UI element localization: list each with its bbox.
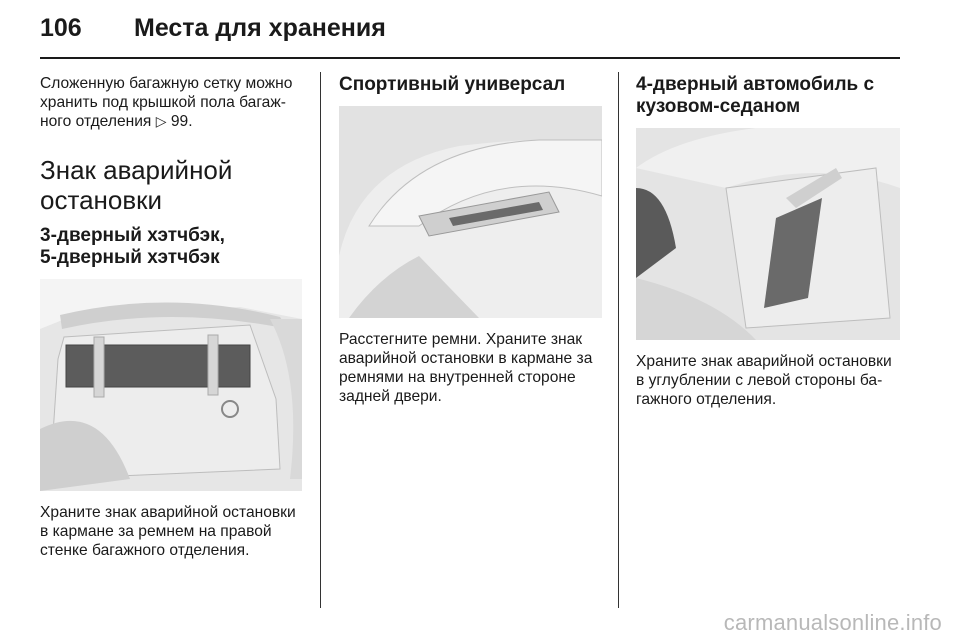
arrow-triangle-icon: ▷ — [155, 113, 167, 129]
subsection-line-2: 5-дверный хэтчбэк — [40, 247, 220, 268]
subsection-line-1: 4-дверный автомобиль с — [636, 74, 875, 95]
figure-sedan-trunk — [636, 128, 900, 340]
column-1 — [40, 74, 302, 560]
subsection-hatchback — [40, 225, 302, 269]
header-rule — [40, 57, 900, 59]
page-title: Места для хранения — [134, 14, 386, 42]
caption-hatchback: Храните знак аварийной остановки в кармане за ремнем на правой стенке багажного отделения. — [40, 504, 296, 559]
caption-sports-tourer: Расстегните ремни. Храните знак аварийной остановки в кармане за ремнями на внутренней стороне задней двери. — [339, 331, 593, 405]
column-2 — [339, 74, 602, 406]
page-number: 106 — [40, 14, 82, 42]
watermark: carmanualsonline.info — [723, 610, 942, 635]
subsection-sports-tourer: Спортивный универсал — [339, 74, 566, 95]
caption-sedan: Храните знак аварийной остановки в углублении с левой стороны ба-гажного отделения. — [636, 353, 892, 408]
column-divider-1 — [320, 72, 321, 608]
section-title: Знак аварийной остановки — [40, 155, 233, 215]
subsection-sedan — [636, 74, 900, 118]
subsection-line-1: 3-дверный хэтчбэк, — [40, 225, 225, 246]
intro-text: Сложенную багажную сетку можно хранить под крышкой пола багаж-ного отделения — [40, 75, 293, 130]
page-header — [40, 14, 900, 48]
column-3 — [636, 74, 900, 409]
intro-paragraph — [40, 74, 302, 131]
figure-tailgate — [339, 106, 602, 318]
intro-ref: 99. — [170, 113, 193, 130]
subsection-line-2: кузовом-седаном — [636, 96, 801, 117]
column-divider-2 — [618, 72, 619, 608]
figure-hatchback-trunk — [40, 279, 302, 491]
